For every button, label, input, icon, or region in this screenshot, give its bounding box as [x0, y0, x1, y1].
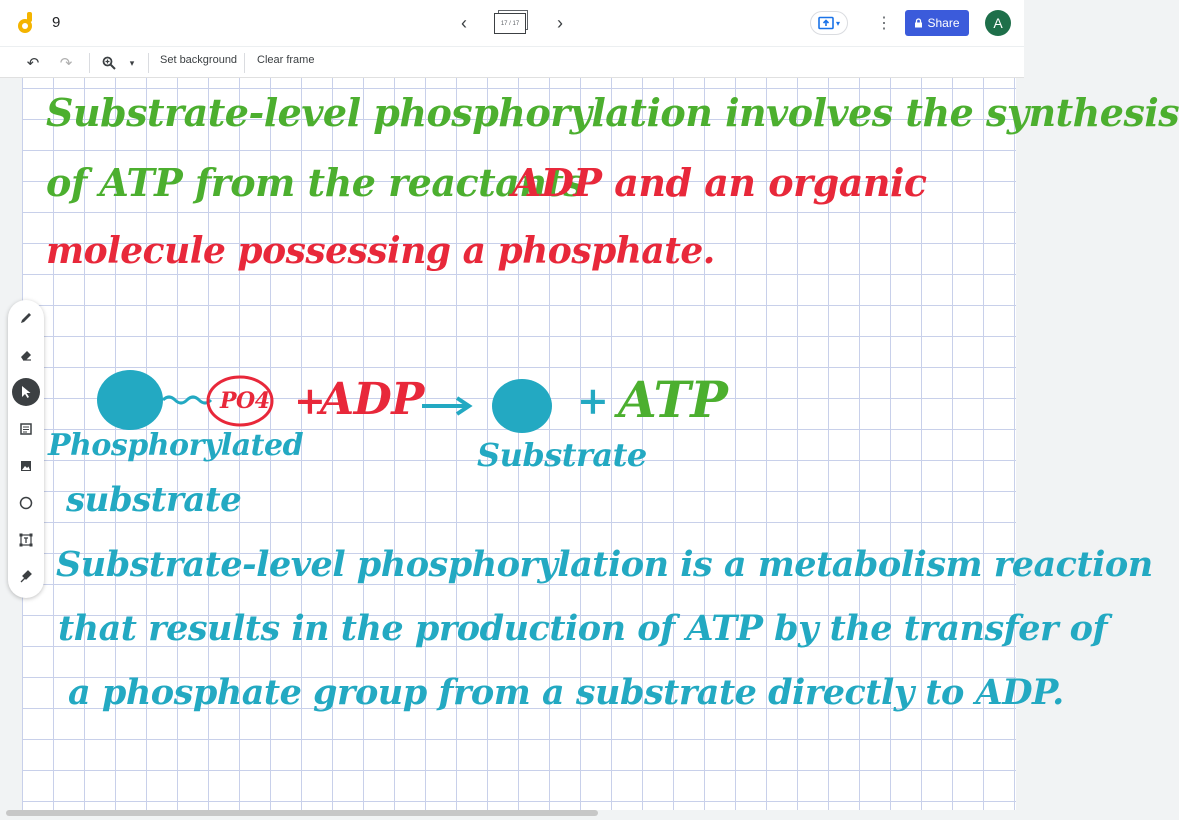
substrate-caption-left: substrate [66, 480, 242, 520]
plus-sign-2: + [577, 378, 609, 423]
account-avatar[interactable]: A [985, 10, 1011, 36]
plus-sign-1: + [294, 378, 326, 423]
reaction-arrow [422, 398, 469, 414]
drawing-canvas[interactable] [22, 78, 1179, 810]
edit-toolbar [0, 46, 1024, 78]
definition-line-2: that results in the production of ATP by the transfer of [58, 608, 1108, 649]
sticky-note-icon [19, 422, 33, 436]
image-tool[interactable] [12, 452, 40, 480]
more-options-button[interactable] [874, 11, 894, 35]
redo-icon: ↷ [59, 55, 73, 72]
present-button[interactable] [810, 11, 848, 35]
zoom-icon [102, 56, 116, 70]
bond-wave [163, 397, 211, 403]
zoom-button[interactable] [99, 53, 119, 73]
phosphorylated-substrate-blob [97, 370, 163, 430]
chevron-left-icon: ‹ [461, 12, 467, 33]
present-dropdown-icon: ▾ [835, 18, 840, 28]
chevron-down-icon: ▾ [129, 57, 135, 68]
undo-icon: ↶ [26, 55, 40, 72]
zoom-dropdown[interactable] [122, 53, 142, 73]
circle-icon [19, 496, 33, 510]
more-vert-icon: ⋮ [876, 15, 892, 32]
atp-label: ATP [618, 370, 728, 429]
sticky-note-tool[interactable] [12, 415, 40, 443]
top-bar [0, 0, 1024, 46]
pen-tool[interactable] [12, 304, 40, 332]
po4-label: PO4 [220, 388, 270, 414]
phosphorylated-label: Phosphorylated [48, 428, 304, 463]
document-title[interactable]: 9 [52, 14, 61, 31]
redo-button[interactable] [56, 53, 76, 73]
select-tool[interactable] [12, 378, 40, 406]
present-icon [818, 16, 834, 30]
clear-frame-button[interactable]: Clear frame [257, 54, 315, 66]
text-box-icon [19, 533, 33, 547]
frame-bar-toggle[interactable] [494, 10, 530, 36]
text-box-tool[interactable] [12, 526, 40, 554]
laser-icon [19, 570, 33, 584]
image-icon [19, 459, 33, 473]
shape-tool[interactable] [12, 489, 40, 517]
horizontal-scrollbar[interactable] [6, 810, 598, 816]
eraser-icon [19, 348, 33, 362]
app-logo-icon [16, 11, 38, 35]
share-label: Share [927, 16, 960, 30]
chevron-right-icon: › [557, 12, 563, 33]
laser-tool[interactable] [12, 563, 40, 591]
substrate-blob [492, 379, 552, 433]
lock-icon [914, 18, 923, 28]
tool-palette [8, 300, 44, 598]
substrate-caption-right: Substrate [477, 436, 647, 474]
definition-line-3: a phosphate group from a substrate directly to ADP. [68, 672, 1064, 713]
set-background-button[interactable]: Set background [160, 54, 238, 66]
frame-indicator: 17 / 17 [494, 13, 526, 34]
next-frame-button[interactable] [548, 11, 572, 35]
undo-button[interactable] [23, 53, 43, 73]
heading-line-2-green: of ATP from the reactants [46, 160, 585, 205]
select-icon [20, 385, 32, 399]
heading-line-2-red: ADP and an organic [512, 160, 927, 205]
heading-line-3: molecule possessing a phosphate. [46, 230, 715, 272]
definition-line-1: Substrate-level phosphorylation is a metabolism reaction [56, 544, 1153, 585]
adp-label: ADP [320, 374, 424, 425]
share-button[interactable] [905, 10, 969, 36]
previous-frame-button[interactable] [452, 11, 476, 35]
pen-icon [19, 311, 33, 325]
heading-line-1: Substrate-level phosphorylation involves the synthesis [46, 90, 1179, 135]
eraser-tool[interactable] [12, 341, 40, 369]
